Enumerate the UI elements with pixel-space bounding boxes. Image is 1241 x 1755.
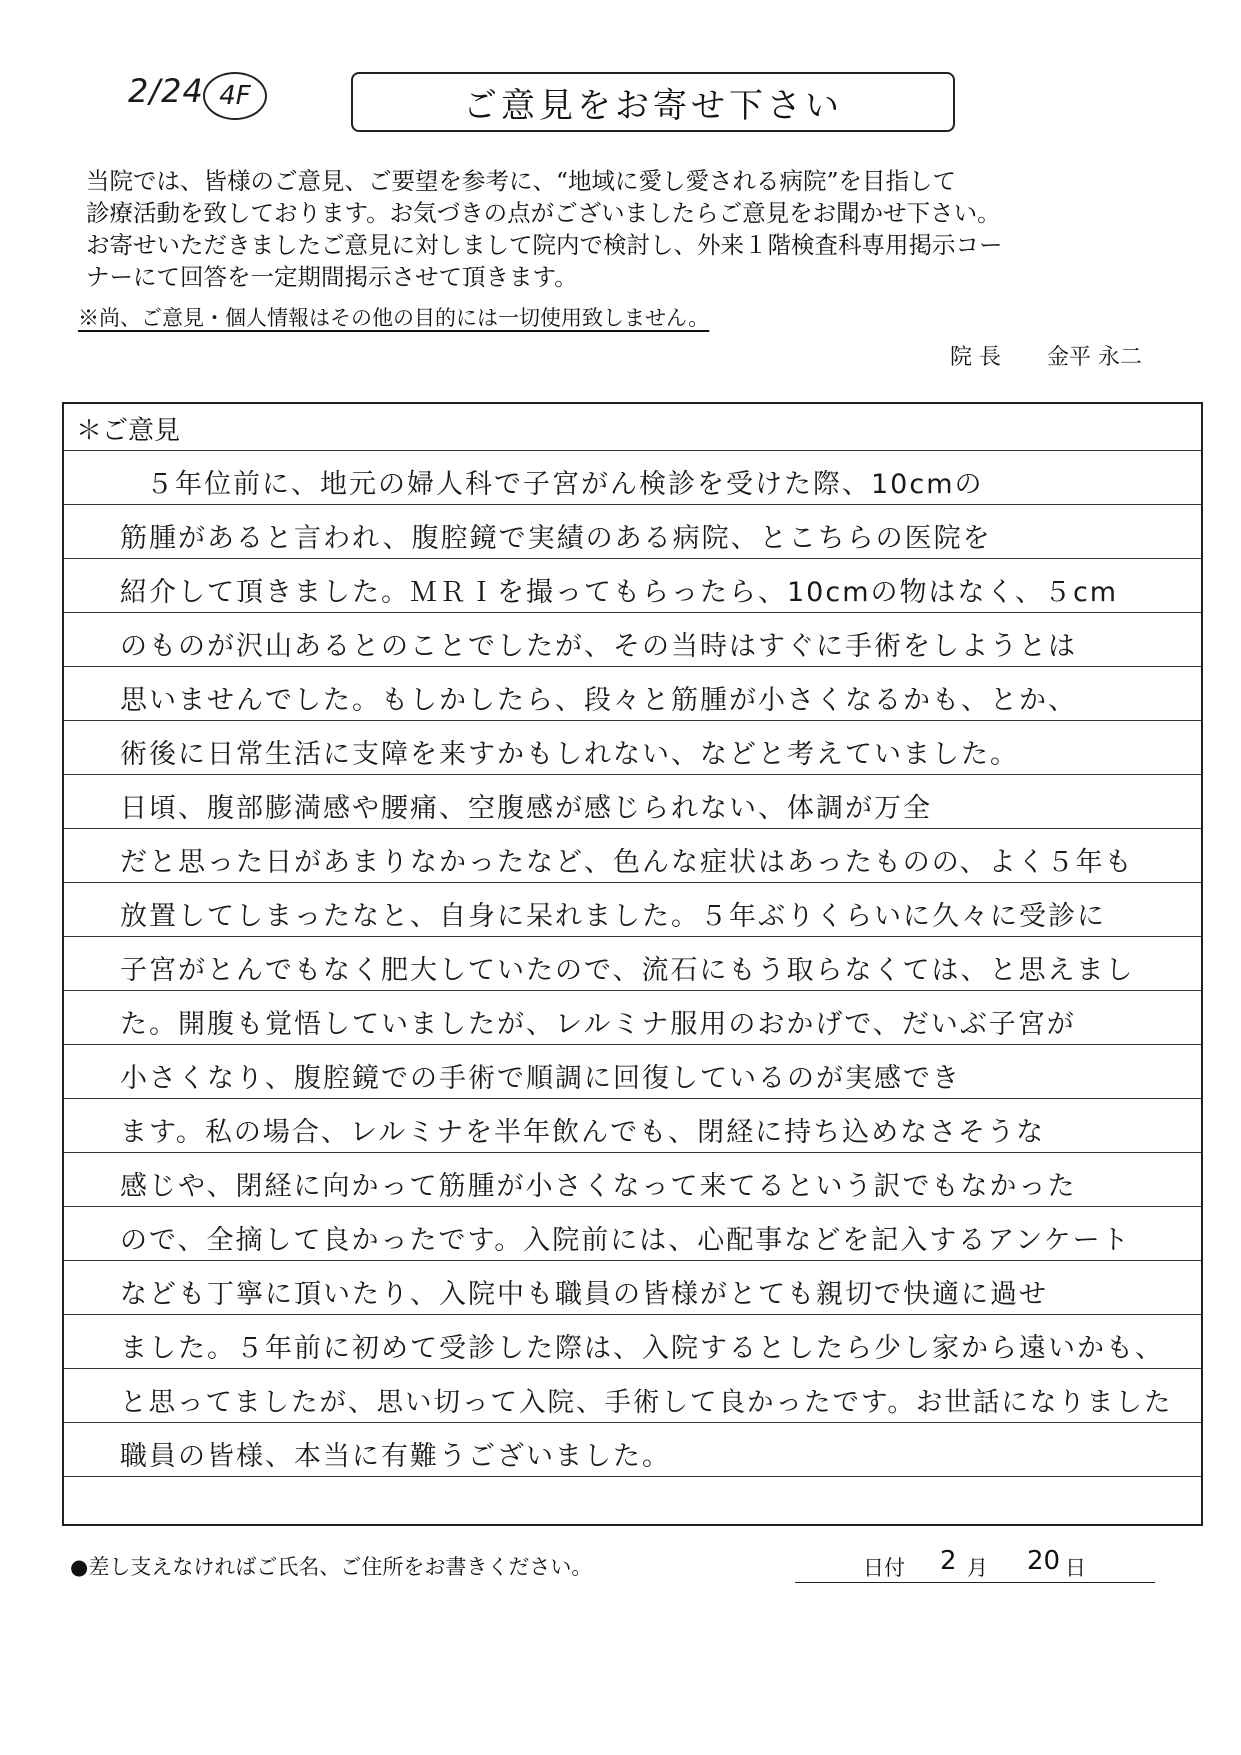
day-unit: 日 (1065, 1556, 1086, 1580)
name-address-note: ●差し支えなければご氏名、ご住所をお書きください。 (70, 1555, 593, 1579)
ruled-line (64, 828, 1201, 829)
page-title (351, 72, 955, 132)
ruled-line (64, 558, 1201, 559)
handwritten-line: 日頃、腹部膨満感や腰痛、空腹感が感じられない、体調が万全 (120, 793, 932, 824)
ruled-line (64, 1098, 1201, 1099)
ruled-line (64, 990, 1201, 991)
ruled-line (64, 1314, 1201, 1315)
date-mark: 2/24 (128, 72, 204, 110)
director-name: 金平 永二 (1047, 345, 1142, 370)
handwritten-line: 筋腫があると言われ、腹腔鏡で実績のある病院、とこちらの医院を (120, 523, 992, 554)
handwritten-line: 紹介して頂きました。ＭＲＩを撮ってもらったら、10cmの物はなく、５cm (120, 577, 1119, 608)
handwritten-line: ５年位前に、地元の婦人科で子宮がん検診を受けた際、10cmの (146, 469, 984, 500)
floor-mark-text: 4F (219, 81, 251, 111)
handwritten-line: と思ってましたが、思い切って入院、手術して良かったです。お世話になりました (120, 1387, 1173, 1418)
handwritten-line: 術後に日常生活に支障を来すかもしれない、などと考えていました。 (120, 739, 1019, 770)
ruled-line (64, 774, 1201, 775)
ruled-line (64, 1152, 1201, 1153)
ruled-line (64, 936, 1201, 937)
ruled-line (64, 1260, 1201, 1261)
ruled-line (64, 1368, 1201, 1369)
handwritten-line: 放置してしまったなと、自身に呆れました。５年ぶりくらいに久々に受診に (120, 901, 1106, 932)
ruled-line (64, 612, 1201, 613)
privacy-notice: ※尚、ご意見・個人情報はその他の目的には一切使用致しません。 (78, 306, 710, 330)
handwritten-line: ます。私の場合、レルミナを半年飲んでも、閉経に持ち込めなさそうな (120, 1117, 1046, 1148)
handwritten-line: 職員の皆様、本当に有難うございました。 (120, 1441, 671, 1472)
handwritten-line: だと思った日があまりなかったなど、色んな症状はあったものの、よく５年も (120, 847, 1134, 878)
handwritten-line: 感じや、閉経に向かって筋腫が小さくなって来てるという訳でもなかった (120, 1171, 1077, 1202)
ruled-line (64, 720, 1201, 721)
ruled-line (64, 882, 1201, 883)
ruled-line (64, 1422, 1201, 1423)
director-signature (950, 340, 1188, 371)
ruled-line (64, 1044, 1201, 1045)
handwritten-line: ました。５年前に初めて受診した際は、入院するとしたら少し家から遠いかも、 (120, 1333, 1164, 1364)
handwritten-line: のものが沢山あるとのことでしたが、その当時はすぐに手術をしようとは (120, 631, 1077, 662)
ruled-line (64, 504, 1201, 505)
ruled-line (64, 1206, 1201, 1207)
ruled-line (64, 666, 1201, 667)
ruled-line (64, 450, 1201, 451)
date-field (795, 1546, 1155, 1583)
month-value: 2 (940, 1546, 957, 1576)
opinion-label: ＊ご意見 (76, 416, 181, 446)
handwritten-line: 思いませんでした。もしかしたら、段々と筋腫が小さくなるかも、とか、 (120, 685, 1077, 716)
intro-line: 当院では、皆様のご意見、ご要望を参考に、“地域に愛し愛される病院”を目指して (86, 167, 957, 195)
handwritten-line: た。開腹も覚悟していましたが、レルミナ服用のおかげで、だいぶ子宮が (120, 1009, 1076, 1040)
intro-line: 診療活動を致しております。お気づきの点がございましたらご意見をお聞かせ下さい。 (86, 199, 1001, 227)
day-value: 20 (1027, 1546, 1061, 1576)
handwritten-line: ので、全摘して良かったです。入院前には、心配事などを記入するアンケート (120, 1225, 1131, 1256)
handwritten-line: 小さくなり、腹腔鏡での手術で順調に回復しているのが実感でき (120, 1063, 961, 1094)
opinion-form-box (62, 402, 1203, 1526)
floor-mark-circle (203, 72, 267, 120)
intro-line: お寄せいただきましたご意見に対しまして院内で検討し、外来１階検査科専用掲示コー (86, 231, 1003, 259)
month-unit: 月 (967, 1556, 988, 1580)
page-title-text: ご意見をお寄せ下さい (463, 85, 843, 126)
director-title: 院 長 (950, 345, 1001, 370)
date-label: 日付 (863, 1556, 905, 1580)
handwritten-line: 子宮がとんでもなく肥大していたので、流石にもう取らなくては、と思えまし (120, 955, 1135, 986)
handwritten-line: なども丁寧に頂いたり、入院中も職員の皆様がとても親切で快適に過せ (120, 1279, 1048, 1310)
intro-paragraph (86, 165, 1196, 293)
ruled-line (64, 1476, 1201, 1477)
intro-line: ナーにて回答を一定期間掲示させて頂きます。 (86, 263, 578, 291)
